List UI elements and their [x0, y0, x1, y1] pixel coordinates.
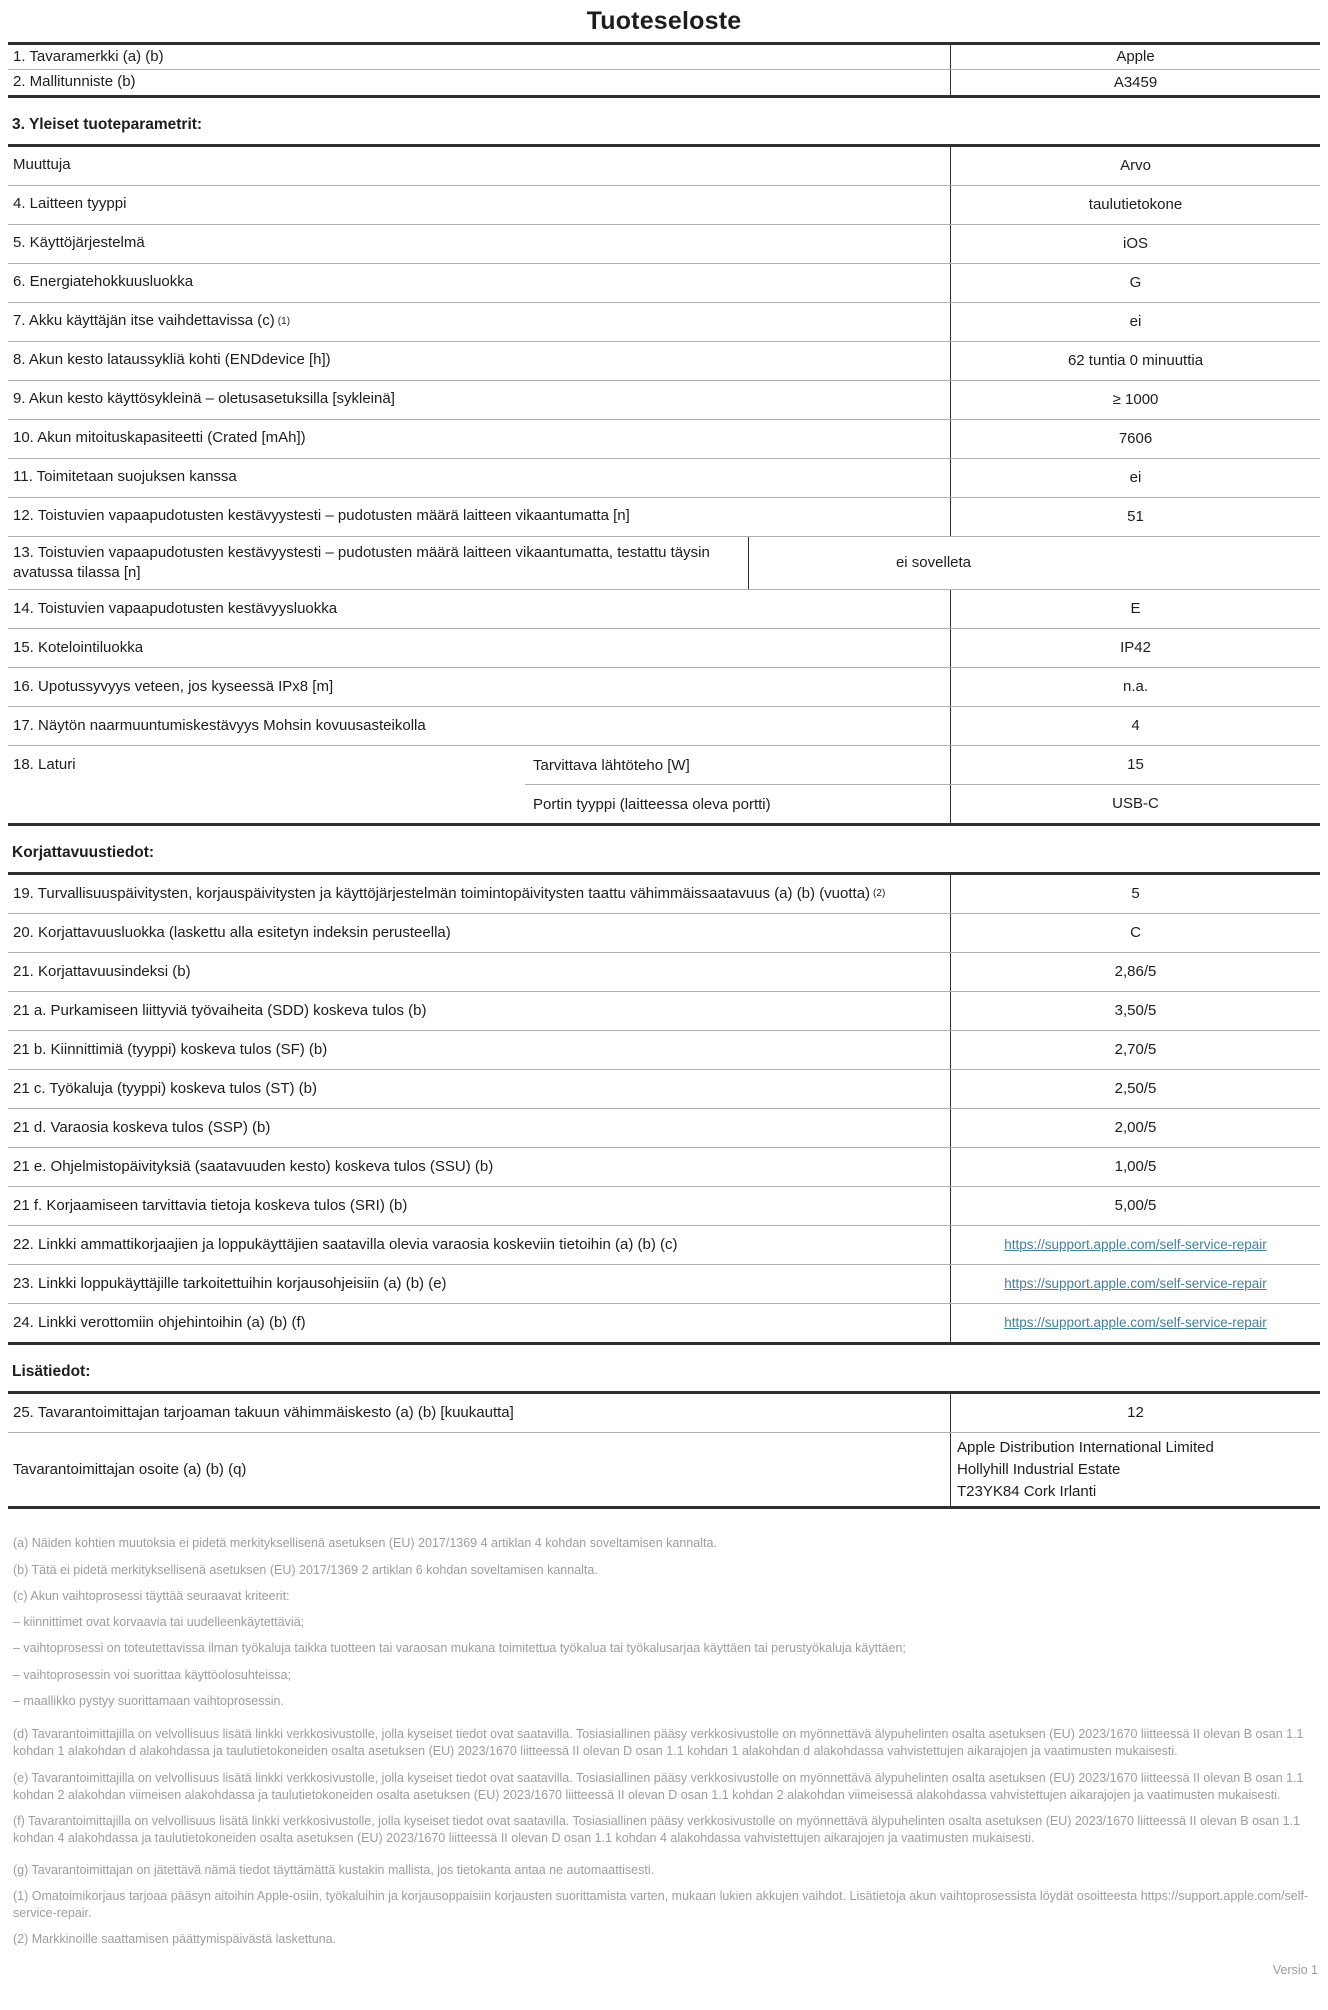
footnote: – vaihtoprosessi on toteutettavissa ilman työkaluja taikka tuotteen tai varaosan mukana toimitettua työkalua tai työkalusarjaa käyttäen tai perustyökaluja käyttäen;: [13, 1641, 906, 1656]
table-row: [8, 914, 1320, 953]
row-label: 18. Laturi: [13, 756, 76, 773]
row-value: iOS: [950, 225, 1320, 263]
table-header-row: [8, 147, 1320, 186]
footnote: – vaihtoprosessin voi suorittaa käyttöolosuhteissa;: [13, 1667, 291, 1682]
row-label: 22. Linkki ammattikorjaajien ja loppukäyttäjien saatavilla olevia varaosia koskeviin tietoihin (a) (b) (c): [13, 1235, 678, 1253]
footnote: – maallikko pystyy suorittamaan vaihtoprosessin.: [13, 1693, 284, 1708]
supplier-address: [950, 1433, 1320, 1506]
row-label: 25. Tavarantoimittajan tarjoaman takuun vähimmäiskesto (a) (b) [kuukautta]: [13, 1403, 514, 1421]
table-row: [8, 1394, 1320, 1433]
brand-model-table: [8, 42, 1320, 98]
table-row: [8, 1226, 1320, 1265]
footnote: (f) Tavarantoimittajilla on velvollisuus lisätä linkki verkkosivustolle, jolla kyseiset tiedot ovat saatavilla. Tosiasiallinen pääsy verkkosivustolle on myönnettävä älypuhelinten osalta asetuksen (EU) 2023/1670 liitteessä II olevan B osan 1.1 kohdan 4 alakohdassa ja taulutietokoneiden osalta asetuksen (EU) 2023/1670 liitteessä II olevan D osan 1.1 kohdan 4 alakohdassa vahvistettujen aikarajojen ja vaatimusten mukaisesti.: [13, 1814, 1301, 1846]
row-label: 23. Linkki loppukäyttäjille tarkoitettuihin korjausohjeisiin (a) (b) (e): [13, 1274, 447, 1292]
row-label: 8. Akun kesto lataussykliä kohti (ENDdevice [h]): [13, 351, 331, 369]
row-label: 16. Upotussyvyys veteen, jos kyseessä IPx8 [m]: [13, 677, 334, 695]
footnote: – kiinnittimet ovat korvaavia tai uudelleenkäytettäviä;: [13, 1615, 305, 1629]
row-value: IP42: [950, 629, 1320, 667]
general-parameters-table: [8, 144, 1320, 827]
table-row: [8, 420, 1320, 459]
table-row: [8, 537, 1320, 591]
row-value: ei: [950, 459, 1320, 497]
row-label: 17. Näytön naarmuuntumiskestävyys Mohsin kovuusasteikolla: [13, 716, 426, 734]
table-row: [8, 875, 1320, 914]
row-value: 51: [950, 498, 1320, 536]
table-row: [8, 707, 1320, 746]
row-value: Apple: [950, 45, 1320, 69]
column-header-value: Arvo: [950, 147, 1320, 185]
row-value: n.a.: [950, 668, 1320, 706]
row-value: 15: [950, 746, 1320, 784]
row-label: 6. Energiatehokkuusluokka: [13, 273, 194, 291]
row-label: Tavarantoimittajan osoite (a) (b) (q): [13, 1460, 247, 1478]
table-row: [8, 381, 1320, 420]
row-label: 5. Käyttöjärjestelmä: [13, 234, 145, 252]
table-row: [8, 225, 1320, 264]
row-value: G: [950, 264, 1320, 302]
row-label: 20. Korjattavuusluokka (laskettu alla esitetyn indeksin perusteella): [13, 923, 451, 941]
table-row: [8, 186, 1320, 225]
row-value: ei sovelleta: [748, 537, 1118, 590]
row-value: 1,00/5: [950, 1148, 1320, 1186]
table-row: [8, 1070, 1320, 1109]
row-label: 7. Akku käyttäjän itse vaihdettavissa (c) (1): [13, 312, 291, 330]
row-value: [950, 1304, 1320, 1342]
section-heading-general: 3. Yleiset tuoteparametrit:: [12, 115, 203, 133]
row-value: 62 tuntia 0 minuuttia: [950, 342, 1320, 380]
row-label: 24. Linkki verottomiin ohjehintoihin (a) (b) (f): [13, 1313, 306, 1331]
charger-subrow: [525, 785, 1320, 823]
row-label: 21 d. Varaosia koskeva tulos (SSP) (b): [13, 1118, 271, 1136]
row-value: 4: [950, 707, 1320, 745]
table-row: [8, 629, 1320, 668]
row-value: USB-C: [950, 785, 1320, 823]
footnote: (d) Tavarantoimittajilla on velvollisuus lisätä linkki verkkosivustolle, jolla kyseiset tiedot ovat saatavilla. Tosiasiallinen pääsy verkkosivustolle on myönnettävä älypuhelinten osalta asetuksen (EU) 2023/1670 liitteessä II olevan B osan 1.1 kohdan 1 alakohdan d alakohdassa ja taulutietokoneiden osalta asetuksen (EU) 2023/1670 liitteessä II olevan D osan 1.1 kohdan 1 alakohdan d alakohdassa vahvistettujen aikarajojen ja vaatimusten mukaisesti.: [13, 1727, 1304, 1759]
row-label: Tarvittava lähtöteho [W]: [533, 756, 690, 774]
row-label: 9. Akun kesto käyttösykleinä – oletusasetuksilla [sykleinä]: [13, 390, 395, 408]
row-value: 5: [950, 875, 1320, 913]
table-row: [8, 1265, 1320, 1304]
footnote: (1) Omatoimikorjaus tarjoaa pääsyn aitoihin Apple-osiin, työkaluihin ja korjausoppaisiin korjausten suorittamista varten, mukaan lukien akkujen vaihdot. Lisätietoja akun vaihtoprosessista löydät osoitteesta https://support.apple.com/self-service-repair.: [13, 1888, 1309, 1920]
row-label: 15. Kotelointiluokka: [13, 638, 144, 656]
table-row: [8, 70, 1320, 94]
row-label: 2. Mallitunniste (b): [13, 73, 136, 91]
row-value: taulutietokone: [950, 186, 1320, 224]
row-value: [950, 1226, 1320, 1264]
row-value: 3,50/5: [950, 992, 1320, 1030]
row-label: 21 e. Ohjelmistopäivityksiä (saatavuuden kesto) koskeva tulos (SSU) (b): [13, 1157, 494, 1175]
row-label: 21 c. Työkaluja (tyyppi) koskeva tulos (ST) (b): [13, 1079, 317, 1097]
section-heading-repairability: Korjattavuustiedot:: [12, 844, 155, 861]
row-label: 21. Korjattavuusindeksi (b): [13, 962, 191, 980]
footnote: (e) Tavarantoimittajilla on velvollisuus lisätä linkki verkkosivustolle, jolla kyseiset tiedot ovat saatavilla. Tosiasiallinen pääsy verkkosivustolle on myönnettävä älypuhelinten osalta asetuksen (EU) 2023/1670 liitteessä II olevan B osan 1.1 kohdan 2 alakohdan viimeisen alakohdassa ja taulutietokoneiden osalta asetuksen (EU) 2023/1670 liitteessä II olevan D osan 1.1 kohdan 2 alakohdan viimeisessä alakohdassa vahvistettujen aikarajojen ja vaatimusten mukaisesti.: [13, 1770, 1304, 1802]
row-label: 11. Toimitetaan suojuksen kanssa: [13, 468, 237, 486]
page-title: Tuoteseloste: [586, 7, 742, 35]
row-value: 2,50/5: [950, 1070, 1320, 1108]
address-line: T23YK84 Cork Irlanti: [957, 1482, 1097, 1500]
table-row: [8, 1187, 1320, 1226]
footnote: (2) Markkinoille saattamisen päättymispäivästä laskettuna.: [13, 1932, 337, 1947]
additional-info-table: [8, 1391, 1320, 1509]
table-row: [8, 992, 1320, 1031]
table-row: [8, 342, 1320, 381]
footnote: (a) Näiden kohtien muutoksia ei pidetä merkityksellisenä asetuksen (EU) 2017/1369 4 artiklan 4 kohdan soveltamisen kannalta.: [13, 1536, 717, 1551]
row-value: E: [950, 590, 1320, 628]
section-heading-additional: Lisätiedot:: [12, 1363, 91, 1380]
row-value: ei: [950, 303, 1320, 341]
table-row: [8, 303, 1320, 342]
table-row: [8, 1031, 1320, 1070]
repairability-table: [8, 872, 1320, 1345]
row-label: 14. Toistuvien vapaapudotusten kestävyysluokka: [13, 599, 338, 617]
row-label: 21 b. Kiinnittimiä (tyyppi) koskeva tulos (SF) (b): [13, 1040, 328, 1058]
row-value: C: [950, 914, 1320, 952]
footnote: (c) Akun vaihtoprosessi täyttää seuraavat kriteerit:: [13, 1588, 290, 1603]
row-label: 21 a. Purkamiseen liittyviä työvaiheita (SDD) koskeva tulos (b): [13, 1001, 427, 1019]
table-row-charger: [8, 746, 1320, 823]
charger-subtable: [525, 746, 1320, 823]
table-row: [8, 45, 1320, 70]
row-value: [950, 1265, 1320, 1303]
version-label: Versio 1: [1272, 1962, 1318, 1977]
footnote: (b) Tätä ei pidetä merkityksellisenä asetuksen (EU) 2017/1369 2 artiklan 6 kohdan soveltamisen kannalta.: [13, 1562, 598, 1577]
address-line: Apple Distribution International Limited: [957, 1439, 1214, 1456]
table-row: [8, 1148, 1320, 1187]
table-row: [8, 498, 1320, 537]
row-value: 7606: [950, 420, 1320, 458]
footnote: (g) Tavarantoimittajan on jätettävä nämä tiedot täyttämättä kustakin mallista, jos tietokanta antaa ne automaattisesti.: [13, 1862, 655, 1877]
table-row: [8, 1304, 1320, 1342]
repair-instructions-link[interactable]: https://support.apple.com/self-service-repair: [1004, 1276, 1267, 1292]
charger-subrow: [525, 746, 1320, 785]
table-row: [8, 953, 1320, 992]
spare-parts-info-link[interactable]: https://support.apple.com/self-service-repair: [1004, 1237, 1267, 1253]
row-label: 1. Tavaramerkki (a) (b): [13, 48, 164, 65]
table-row: [8, 264, 1320, 303]
row-value: 12: [950, 1394, 1320, 1432]
row-value: 5,00/5: [950, 1187, 1320, 1225]
row-label: 12. Toistuvien vapaapudotusten kestävyystesti – pudotusten määrä laitteen vikaantumatta [n]: [13, 507, 630, 525]
column-header-variable: Muuttuja: [13, 156, 71, 174]
row-label: Portin tyyppi (laitteessa oleva portti): [533, 795, 771, 813]
row-label: 19. Turvallisuuspäivitysten, korjauspäivitysten ja käyttöjärjestelmän toimintopäivitysten taattu vähimmäissaatavuus (a) (b) (vuotta) (2): [13, 884, 886, 902]
table-row: [8, 668, 1320, 707]
address-line: Hollyhill Industrial Estate: [957, 1460, 1121, 1478]
row-value: ≥ 1000: [950, 381, 1320, 419]
table-row: [8, 590, 1320, 629]
row-value: 2,00/5: [950, 1109, 1320, 1147]
table-row: [8, 1109, 1320, 1148]
row-value: 2,70/5: [950, 1031, 1320, 1069]
row-label: 13. Toistuvien vapaapudotusten kestävyystesti – pudotusten määrä laitteen vikaantumatta, testattu täysin avatussa tilassa [n]: [13, 543, 710, 581]
row-label: 4. Laitteen tyyppi: [13, 195, 127, 213]
row-value: 2,86/5: [950, 953, 1320, 991]
table-row: [8, 459, 1320, 498]
table-row: [8, 1433, 1320, 1506]
price-guide-link[interactable]: https://support.apple.com/self-service-repair: [1004, 1315, 1267, 1331]
footnotes-section: [8, 1535, 1320, 1976]
row-value: A3459: [950, 70, 1320, 94]
row-label: 21 f. Korjaamiseen tarvittavia tietoja koskeva tulos (SRI) (b): [13, 1196, 408, 1214]
row-label: 10. Akun mitoituskapasiteetti (Crated [mAh]): [13, 429, 306, 447]
